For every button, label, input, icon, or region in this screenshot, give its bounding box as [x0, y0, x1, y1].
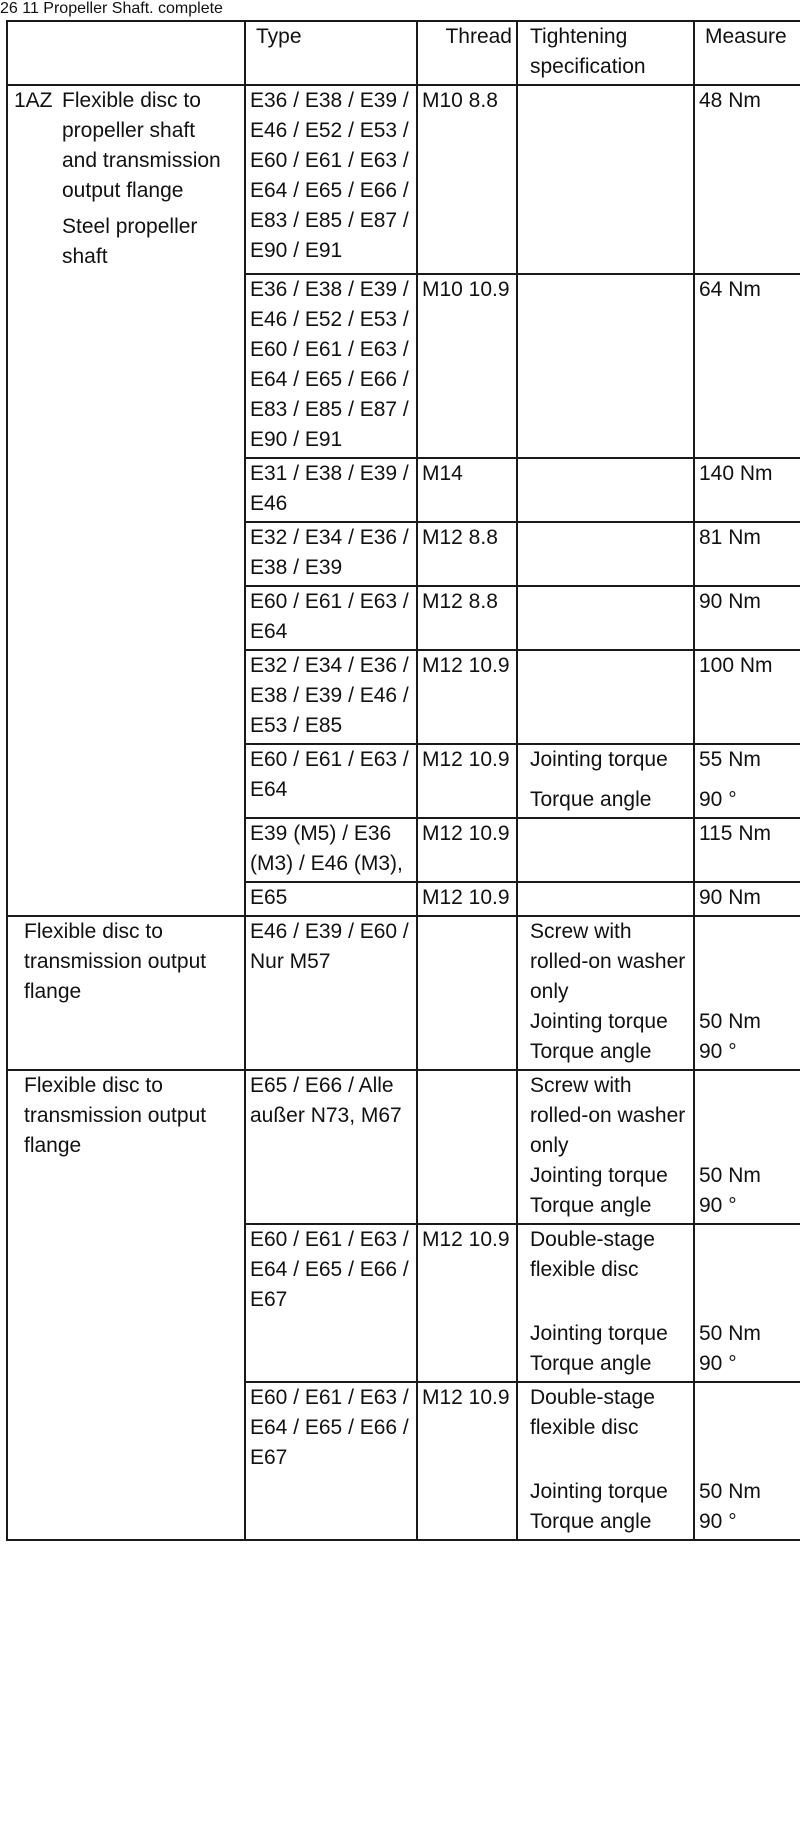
tightening-note: Double-stage flexible disc — [530, 1386, 655, 1439]
type-cell: E46 / E39 / E60 / Nur M57 — [245, 916, 417, 1070]
header-measure: Measure — [694, 21, 800, 85]
tightening-cell — [517, 85, 694, 274]
group1-code: 1AZ — [14, 89, 53, 112]
table-row — [7, 1070, 800, 1224]
measure-2: 90 ° — [699, 1510, 737, 1533]
group2-cell — [7, 916, 245, 1070]
measure-2: 90 ° — [699, 788, 737, 811]
group1-description: Flexible disc to propeller shaft and transmission output flange — [62, 89, 221, 202]
type-cell: E36 / E38 / E39 / E46 / E52 / E53 / E60 / E61 / E63 / E64 / E65 / E66 / E83 / E85 / E87 / E90 / E91 — [245, 274, 417, 458]
measure-2: 90 ° — [699, 1040, 737, 1063]
group2-description: Flexible disc to transmission output flange — [24, 920, 207, 1003]
tightening-spec-1: Jointing torque — [530, 1010, 668, 1033]
tightening-note: Screw with rolled-on washer only — [530, 1074, 686, 1157]
tightening-cell — [517, 1070, 694, 1224]
measure-1: 50 Nm — [699, 1322, 761, 1345]
measure-cell — [694, 1382, 800, 1540]
tightening-spec-1: Jointing torque — [530, 748, 668, 771]
tightening-note: Screw with rolled-on washer only — [530, 920, 686, 1003]
tightening-spec-2: Torque angle — [530, 788, 652, 811]
tightening-spec-2: Torque angle — [530, 1352, 652, 1375]
table-row — [7, 818, 800, 882]
measure-1: 50 Nm — [699, 1010, 761, 1033]
thread-cell — [417, 916, 517, 1070]
type-cell: E60 / E61 / E63 / E64 / E65 / E66 / E67 — [245, 1382, 417, 1540]
header-thread: Thread — [417, 21, 517, 85]
table-row — [7, 458, 800, 522]
measure-1: 55 Nm — [699, 748, 761, 771]
type-cell: E65 / E66 / Alle außer N73, M67 — [245, 1070, 417, 1224]
type-cell: E60 / E61 / E63 / E64 — [245, 744, 417, 818]
thread-cell: M12 8.8 — [417, 586, 517, 650]
measure-cell: 81 Nm — [694, 522, 800, 586]
measure-cell: 90 Nm — [694, 586, 800, 650]
table-row — [7, 916, 800, 1070]
table-row — [7, 744, 800, 818]
thread-cell: M10 10.9 — [417, 274, 517, 458]
thread-cell: M10 8.8 — [417, 85, 517, 274]
type-cell: E32 / E34 / E36 / E38 / E39 — [245, 522, 417, 586]
measure-cell: 100 Nm — [694, 650, 800, 744]
group1-subdescription: Steel propeller shaft — [62, 215, 198, 268]
tightening-spec-1: Jointing torque — [530, 1322, 668, 1345]
tightening-cell — [517, 744, 694, 818]
header-item — [7, 21, 245, 85]
group3-description: Flexible disc to transmission output flange — [24, 1074, 207, 1157]
table-row — [7, 882, 800, 916]
tightening-cell — [517, 818, 694, 882]
tightening-cell — [517, 916, 694, 1070]
header-tightening: Tightening specification — [517, 21, 694, 85]
type-cell: E31 / E38 / E39 / E46 — [245, 458, 417, 522]
tightening-cell — [517, 274, 694, 458]
table-row — [7, 522, 800, 586]
table-row — [7, 650, 800, 744]
table-row — [7, 85, 800, 274]
thread-cell: M12 10.9 — [417, 1224, 517, 1382]
tightening-cell — [517, 522, 694, 586]
type-cell: E36 / E38 / E39 / E46 / E52 / E53 / E60 / E61 / E63 / E64 / E65 / E66 / E83 / E85 / E87 / E90 / E91 — [245, 85, 417, 274]
thread-cell — [417, 1070, 517, 1224]
measure-cell: 115 Nm — [694, 818, 800, 882]
type-cell: E60 / E61 / E63 / E64 — [245, 586, 417, 650]
tightening-cell — [517, 586, 694, 650]
tightening-spec-1: Jointing torque — [530, 1480, 668, 1503]
tightening-cell — [517, 882, 694, 916]
tightening-cell — [517, 458, 694, 522]
measure-2: 90 ° — [699, 1352, 737, 1375]
measure-cell: 64 Nm — [694, 274, 800, 458]
thread-cell: M12 10.9 — [417, 882, 517, 916]
measure-cell — [694, 916, 800, 1070]
tightening-spec-2: Torque angle — [530, 1510, 652, 1533]
thread-cell: M12 10.9 — [417, 650, 517, 744]
measure-cell — [694, 744, 800, 818]
thread-cell: M12 10.9 — [417, 1382, 517, 1540]
thread-cell: M12 8.8 — [417, 522, 517, 586]
thread-cell: M12 10.9 — [417, 818, 517, 882]
measure-cell: 90 Nm — [694, 882, 800, 916]
tightening-cell — [517, 650, 694, 744]
measure-cell — [694, 1224, 800, 1382]
tightening-spec-2: Torque angle — [530, 1040, 652, 1063]
tightening-note: Double-stage flexible disc — [530, 1228, 655, 1281]
type-cell: E60 / E61 / E63 / E64 / E65 / E66 / E67 — [245, 1224, 417, 1382]
table-header-row — [7, 21, 800, 85]
table-row — [7, 274, 800, 458]
tightening-spec-1: Jointing torque — [530, 1164, 668, 1187]
table-row — [7, 586, 800, 650]
measure-cell: 48 Nm — [694, 85, 800, 274]
table-row — [7, 1382, 800, 1540]
measure-2: 90 ° — [699, 1194, 737, 1217]
measure-1: 50 Nm — [699, 1164, 761, 1187]
type-cell: E39 (M5) / E36 (M3) / E46 (M3), — [245, 818, 417, 882]
measure-cell: 140 Nm — [694, 458, 800, 522]
header-type: Type — [245, 21, 417, 85]
tightening-spec-2: Torque angle — [530, 1194, 652, 1217]
measure-1: 50 Nm — [699, 1480, 761, 1503]
thread-cell: M12 10.9 — [417, 744, 517, 818]
page-title: 26 11 Propeller Shaft. complete — [0, 0, 223, 17]
tightening-cell — [517, 1224, 694, 1382]
tightening-cell — [517, 1382, 694, 1540]
table-row — [7, 1224, 800, 1382]
type-cell: E65 — [245, 882, 417, 916]
type-cell: E32 / E34 / E36 / E38 / E39 / E46 / E53 / E85 — [245, 650, 417, 744]
group1-cell — [7, 85, 245, 274]
measure-cell — [694, 1070, 800, 1224]
thread-cell: M14 — [417, 458, 517, 522]
torque-spec-table — [6, 20, 800, 1541]
group3-cell — [7, 1070, 245, 1224]
